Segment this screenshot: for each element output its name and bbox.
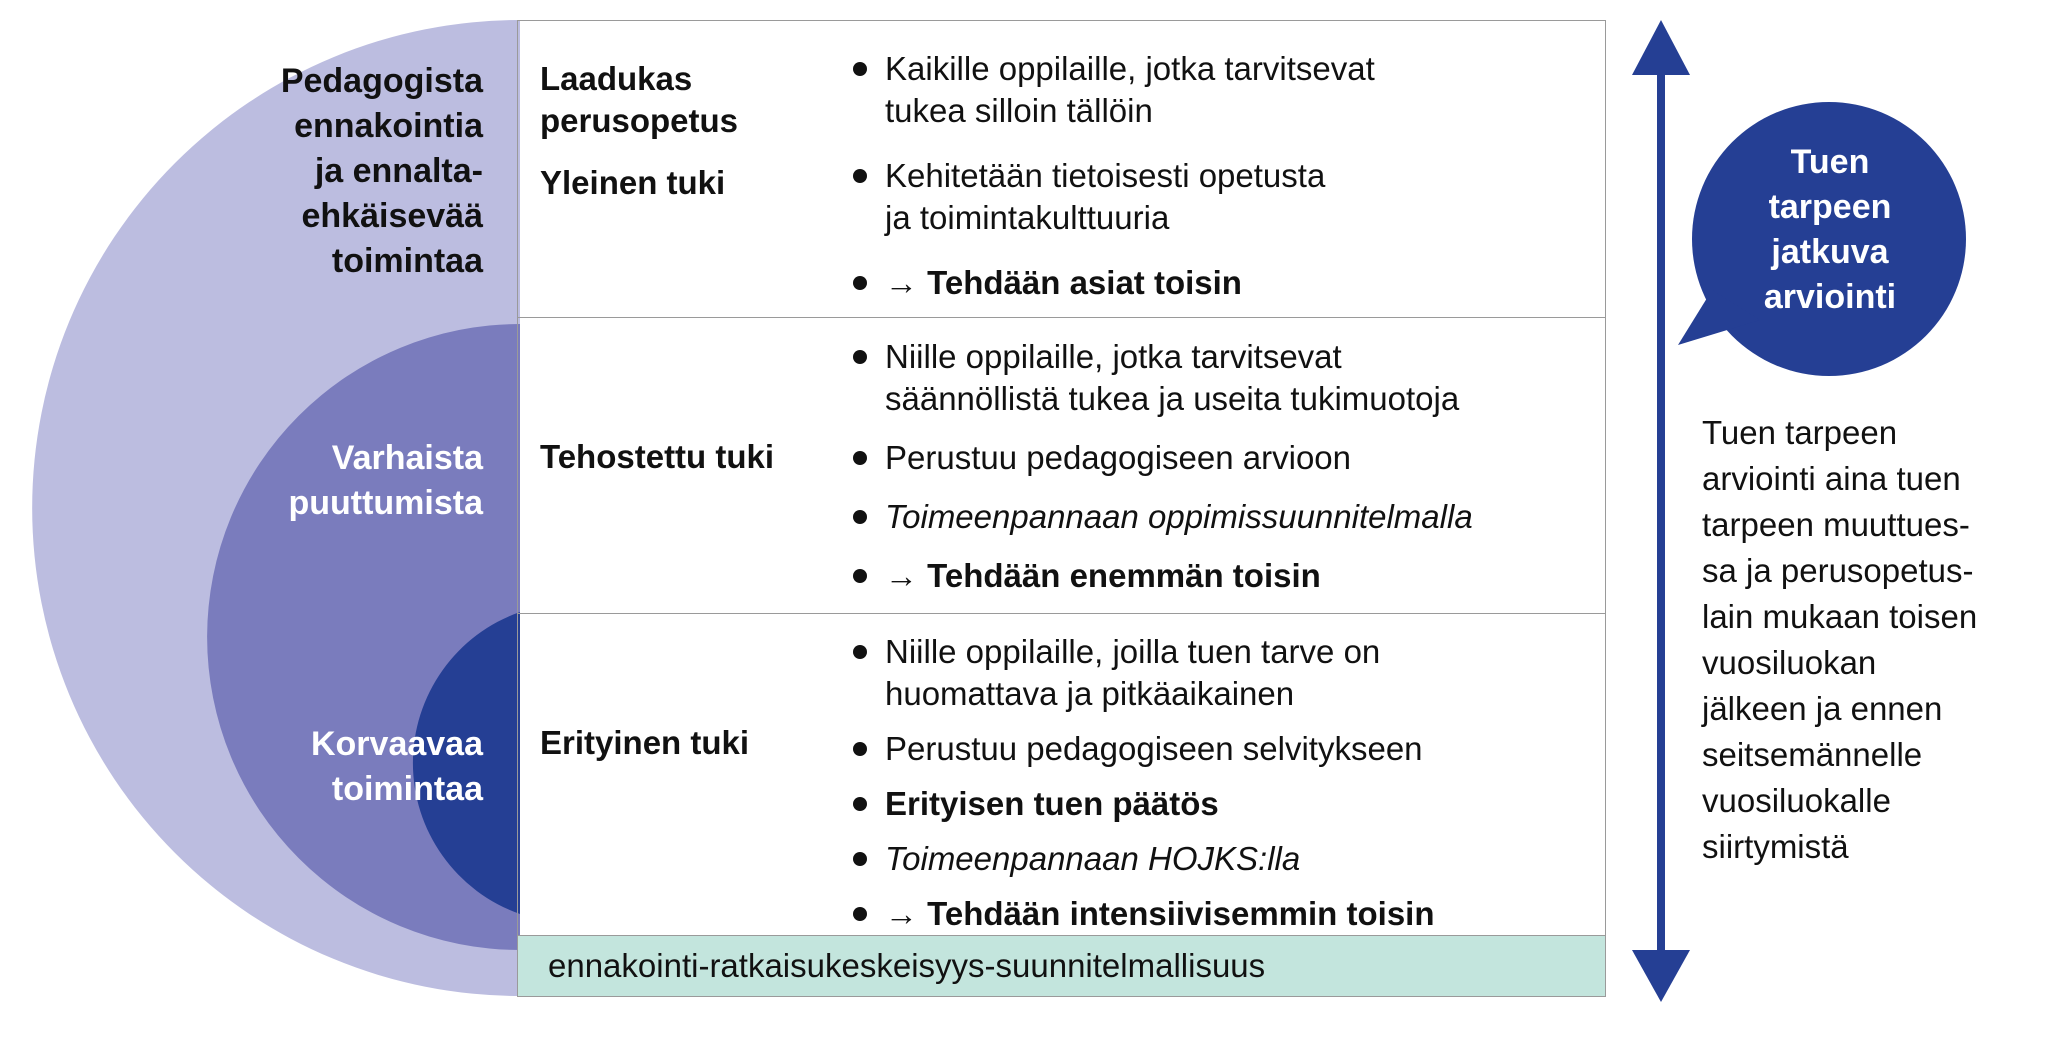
bullet-icon — [853, 569, 867, 583]
bullet-text: → Tehdään enemmän toisin — [885, 557, 1321, 594]
row-title-line: perusopetus — [540, 102, 739, 139]
list-item — [855, 262, 1595, 304]
assessment-note-line: vuosiluokalle — [1702, 782, 1891, 819]
list-item — [855, 893, 1595, 935]
level-label-outer-line: toimintaa — [331, 242, 483, 280]
bullet-icon — [853, 852, 867, 866]
bullet-icon — [853, 797, 867, 811]
list-item — [855, 496, 1595, 538]
row-title-line: Laadukas — [540, 60, 693, 97]
level-label-outer — [281, 59, 483, 284]
bullet-text: Erityisen tuen päätös — [885, 785, 1219, 822]
bullet-icon — [853, 62, 867, 76]
bullet-list — [855, 48, 1595, 304]
table-row-special-support — [518, 613, 1605, 937]
bullet-text: → Tehdään asiat toisin — [885, 264, 1242, 301]
bullet-text: Niille oppilaille, jotka tarvitsevat säännöllistä tukea ja useita tukimuotoja — [885, 338, 1460, 417]
double-arrow — [1632, 20, 1690, 1002]
assessment-note-line: siirtymistä — [1702, 828, 1849, 865]
bubble-label-line: tarpeen — [1768, 188, 1892, 226]
list-item — [855, 838, 1595, 880]
assessment-note-line: arviointi aina tuen — [1702, 460, 1961, 497]
bullet-icon — [853, 350, 867, 364]
bullet-list — [855, 631, 1595, 935]
list-item — [855, 437, 1595, 479]
assessment-note — [1702, 410, 2047, 870]
bullet-icon — [853, 907, 867, 921]
level-label-middle-line: Varhaista — [331, 439, 483, 477]
bullet-text: Kaikille oppilaille, jotka tarvitsevat tukea silloin tällöin — [885, 50, 1375, 129]
support-levels-table — [517, 20, 1606, 997]
list-item — [855, 631, 1595, 715]
bullet-text: → Tehdään intensiivisemmin toisin — [885, 895, 1435, 932]
assessment-note-line: jälkeen ja ennen — [1702, 690, 1943, 727]
bullet-text: Perustuu pedagogiseen arvioon — [885, 439, 1352, 476]
level-label-inner-line: toimintaa — [331, 770, 483, 808]
assessment-note-line: seitsemännelle — [1702, 736, 1923, 773]
bullet-icon — [853, 742, 867, 756]
principles-footer: ennakointi-ratkaisukeskeisyys-suunnitelmallisuus — [518, 935, 1605, 996]
row-title-line: Erityinen tuki — [540, 724, 750, 761]
table-row-general-support — [518, 21, 1605, 317]
list-item — [855, 336, 1595, 420]
bullet-icon — [853, 276, 867, 290]
bullet-icon — [853, 510, 867, 524]
bubble-label-line: arviointi — [1763, 278, 1897, 316]
list-item — [855, 48, 1595, 132]
assessment-note-line: vuosiluokan — [1702, 644, 1877, 681]
row-title — [540, 58, 738, 204]
bubble-label-line: Tuen — [1790, 143, 1870, 181]
row-title-line: Yleinen tuki — [540, 164, 726, 201]
bullet-icon — [853, 169, 867, 183]
bullet-text: Niille oppilaille, joilla tuen tarve on huomattava ja pitkäaikainen — [885, 633, 1381, 712]
row-title — [540, 436, 774, 478]
level-label-outer-line: Pedagogista — [280, 62, 483, 100]
bullet-text: Perustuu pedagogiseen selvitykseen — [885, 730, 1423, 767]
bubble-label-line: jatkuva — [1771, 233, 1889, 271]
level-label-inner-line: Korvaavaa — [310, 725, 483, 763]
level-label-outer-line: ehkäisevää — [301, 197, 483, 235]
assessment-note-line: tarpeen muuttues- — [1702, 506, 1970, 543]
table-row-intensified-support — [518, 317, 1605, 613]
list-item — [855, 783, 1595, 825]
list-item — [855, 728, 1595, 770]
level-label-inner — [311, 722, 483, 812]
level-label-middle-line: puuttumista — [288, 484, 483, 522]
level-label-outer-line: ja ennalta- — [314, 152, 483, 190]
row-title-line: Tehostettu tuki — [540, 438, 775, 475]
list-item — [855, 155, 1595, 239]
level-label-middle — [288, 436, 483, 526]
bullet-icon — [853, 451, 867, 465]
row-title — [540, 722, 749, 764]
bullet-text: Toimeenpannaan HOJKS:lla — [885, 840, 1301, 877]
assessment-note-line: sa ja perusopetus- — [1702, 552, 1974, 589]
assessment-note-line: lain mukaan toisen — [1702, 598, 1978, 635]
list-item — [855, 555, 1595, 597]
level-label-outer-line: ennakointia — [294, 107, 483, 145]
assessment-note-line: Tuen tarpeen — [1702, 414, 1898, 451]
bullet-icon — [853, 645, 867, 659]
bullet-text: Toimeenpannaan oppimissuunnitelmalla — [885, 498, 1473, 535]
bubble-label — [1700, 140, 1960, 320]
bullet-list — [855, 336, 1595, 597]
bullet-text: Kehitetään tietoisesti opetusta ja toimintakulttuuria — [885, 157, 1326, 236]
